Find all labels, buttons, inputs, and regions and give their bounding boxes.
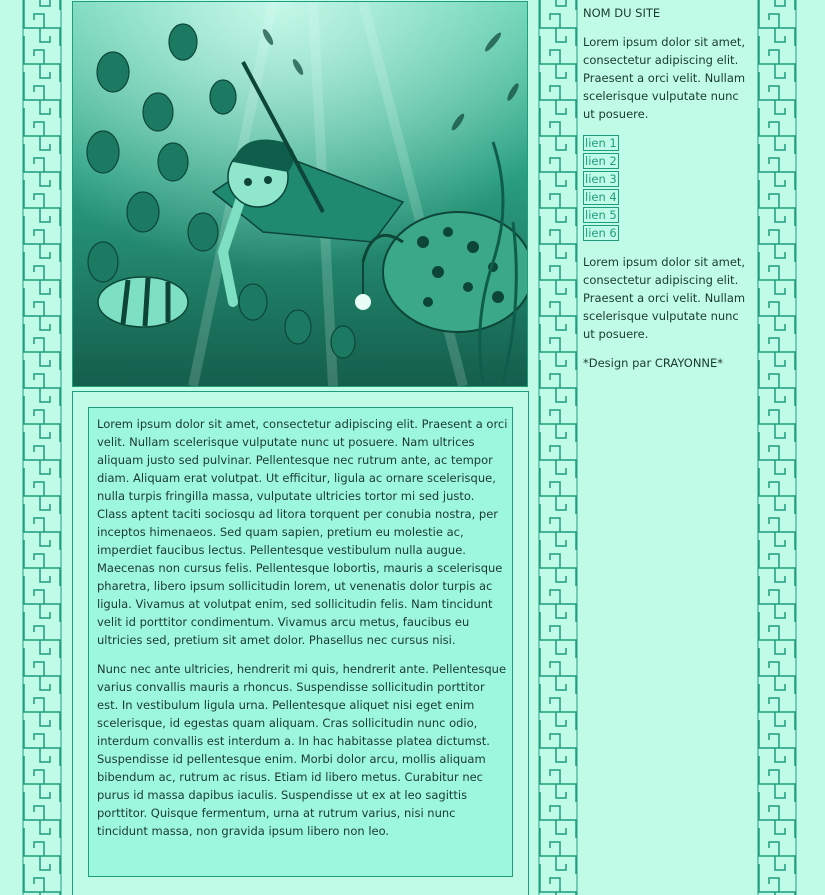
header-illustration bbox=[72, 1, 528, 387]
link-3[interactable]: lien 3 bbox=[585, 172, 617, 186]
sidebar-link-item bbox=[583, 206, 753, 224]
sidebar-link-item bbox=[583, 170, 753, 188]
site-title: NOM DU SITE bbox=[583, 6, 661, 20]
design-credit: *Design par CRAYONNE* bbox=[583, 356, 724, 370]
link-5[interactable]: lien 5 bbox=[585, 208, 617, 222]
link-4[interactable]: lien 4 bbox=[585, 190, 617, 204]
sidebar-link-item bbox=[583, 224, 753, 242]
content-paragraph-2: Nunc nec ante ultricies, hendrerit mi quis, hendrerit ante. Pellentesque varius convallis mauris a rhoncus. Suspendisse sollicitudin porttitor est. In vestibulum ligula urna. Pellentesque aliquet nisi eget enim scelerisque, id egestas quam aliquam. Cras sollicitudin nunc odio, interdum convallis est interdum a. In hac habitasse platea dictumst. Suspendisse id pellentesque enim. Morbi dolor arcu, mollis aliquam bibendum ac, rutrum ac risus. Etiam id libero metus. Curabitur nec purus id massa dapibus iaculis. Suspendisse ut ex at leo sagittis porttitor. Quisque fermentum, urna at rutrum varius, nisi nunc tincidunt massa, non gravida ipsum libero non leo. bbox=[97, 662, 507, 838]
greek-key-border-right bbox=[757, 0, 797, 895]
content-frame bbox=[72, 391, 529, 895]
sidebar-link-item bbox=[583, 188, 753, 206]
sidebar-second-text: Lorem ipsum dolor sit amet, consectetur adipiscing elit. Praesent a orci velit. Nullam scelerisque vulputate nunc ut posuere. bbox=[583, 255, 746, 341]
content-box bbox=[88, 407, 513, 877]
sidebar bbox=[583, 4, 753, 383]
greek-key-border-left bbox=[22, 0, 62, 895]
link-2[interactable]: lien 2 bbox=[585, 154, 617, 168]
underwater-illustration-icon bbox=[73, 2, 527, 386]
sidebar-links bbox=[583, 134, 753, 242]
greek-key-border-middle bbox=[538, 0, 578, 895]
sidebar-link-item bbox=[583, 152, 753, 170]
sidebar-link-item bbox=[583, 134, 753, 152]
sidebar-intro-text: Lorem ipsum dolor sit amet, consectetur adipiscing elit. Praesent a orci velit. Nullam scelerisque vulputate nunc ut posuere. bbox=[583, 35, 746, 121]
content-paragraph-1: Lorem ipsum dolor sit amet, consectetur adipiscing elit. Praesent a orci velit. Nullam scelerisque vulputate nunc ut posuere. Nam ultrices aliquam justo sed pulvinar. Pellentesque nec rutrum ante, ac tempor diam. Aliquam erat volutpat. Ut efficitur, ligula ac ornare scelerisque, nulla turpis fringilla massa, vulputate ultricies tortor mi sed justo. Class aptent taciti sociosqu ad litora torquent per conubia nostra, per inceptos himenaeos. Sed quam sapien, pretium eu molestie ac, imperdiet faucibus lectus. Pellentesque vestibulum nulla augue. Maecenas non cursus felis. Pellentesque lobortis, mauris a scelerisque pharetra, libero ipsum sollicitudin lorem, ut venenatis dolor turpis ac ligula. Vivamus at volutpat enim, sed sollicitudin felis. Nam tincidunt velit id porttitor condimentum. Vivamus arcu metus, faucibus eu ultricies sed, pretium sit amet dolor. Phasellus nec cursus nisi. bbox=[97, 417, 508, 647]
link-1[interactable]: lien 1 bbox=[585, 136, 617, 150]
link-6[interactable]: lien 6 bbox=[585, 226, 617, 240]
